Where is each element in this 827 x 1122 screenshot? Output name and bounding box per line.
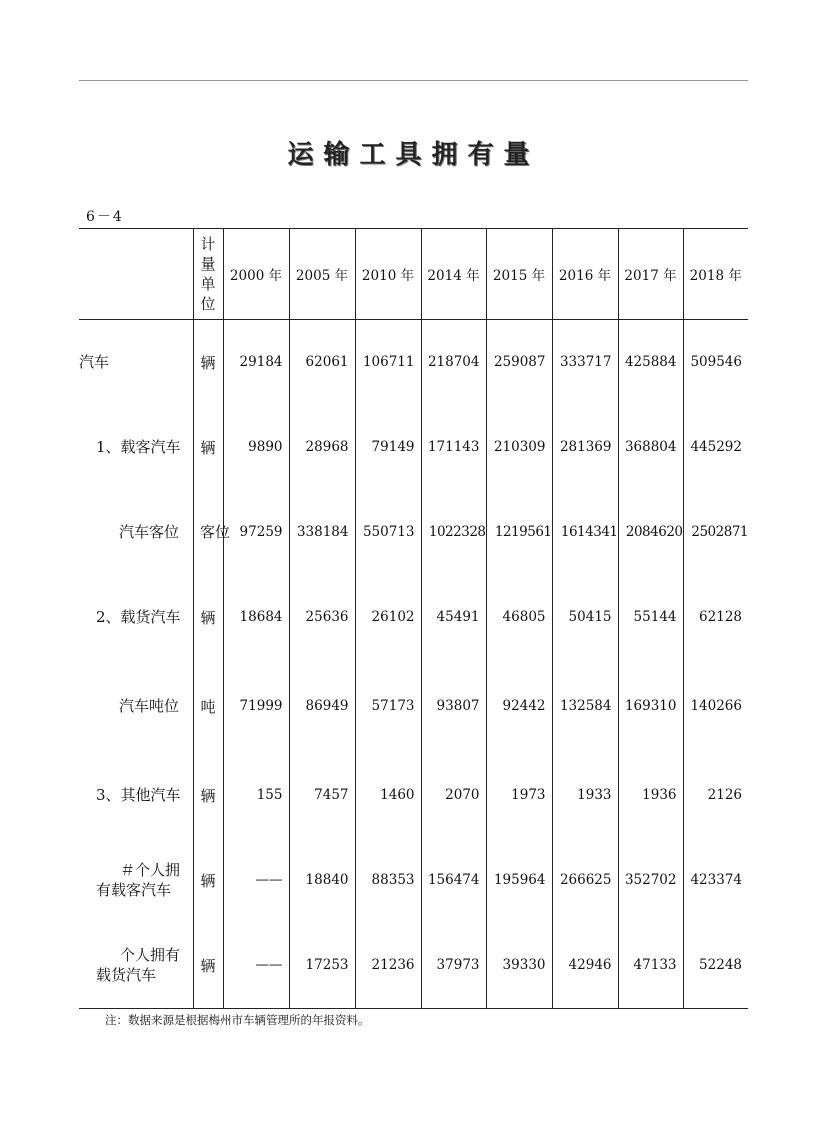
cell-value: 338184: [289, 490, 355, 575]
header-year-2018: 2018 年: [683, 229, 748, 320]
footnote: 注：数据来源是根据梅州市车辆管理所的年报资料。: [105, 1013, 370, 1027]
cell-value: 18684: [223, 575, 289, 660]
cell-value: 71999: [223, 660, 289, 753]
cell-value: 37973: [421, 923, 486, 1009]
cell-value: 42946: [552, 923, 618, 1009]
cell-value: 2070: [421, 753, 486, 838]
cell-value: 156474: [421, 838, 486, 923]
cell-value: 17253: [289, 923, 355, 1009]
cell-value: 62061: [289, 320, 355, 405]
cell-value: ——: [223, 838, 289, 923]
table-row: [79, 405, 748, 490]
cell-value: 50415: [552, 575, 618, 660]
cell-value: 1973: [486, 753, 552, 838]
cell-value: 62128: [683, 575, 748, 660]
cell-value: 46805: [486, 575, 552, 660]
header-year-2016: 2016 年: [552, 229, 618, 320]
header-year-2000: 2000 年: [223, 229, 289, 320]
cell-value: 93807: [421, 660, 486, 753]
cell-value: 425884: [618, 320, 683, 405]
cell-value: 97259: [223, 490, 289, 575]
cell-value: 25636: [289, 575, 355, 660]
cell-value: ——: [223, 923, 289, 1009]
cell-value: 259087: [486, 320, 552, 405]
cell-value: 79149: [355, 405, 421, 490]
header-blank: [79, 229, 193, 320]
cell-value: 281369: [552, 405, 618, 490]
row-unit: 辆: [193, 838, 223, 923]
cell-value: 1460: [355, 753, 421, 838]
cell-value: 2084620: [618, 490, 683, 575]
cell-value: 423374: [683, 838, 748, 923]
cell-value: 352702: [618, 838, 683, 923]
page-title: 运输工具拥有量: [287, 140, 540, 170]
row-label-other-vehicles: 3、其他汽车: [96, 786, 181, 804]
cell-value: 45491: [421, 575, 486, 660]
cell-value: 132584: [552, 660, 618, 753]
cell-value: 28968: [289, 405, 355, 490]
row-unit: 辆: [193, 575, 223, 660]
row-unit: 辆: [193, 753, 223, 838]
row-label-freight-tonnage: 汽车吨位: [119, 697, 180, 715]
cell-value: 29184: [223, 320, 289, 405]
table-row: [79, 490, 748, 575]
row-unit: 辆: [193, 405, 223, 490]
cell-value: 106711: [355, 320, 421, 405]
header-unit: 计量单位: [193, 229, 223, 320]
header-year-2017: 2017 年: [618, 229, 683, 320]
cell-value: 1936: [618, 753, 683, 838]
header-year-2005: 2005 年: [289, 229, 355, 320]
cell-value: 2126: [683, 753, 748, 838]
header-year-2015: 2015 年: [486, 229, 552, 320]
cell-value: 550713: [355, 490, 421, 575]
cell-value: 445292: [683, 405, 748, 490]
table-row: [79, 320, 748, 405]
vehicle-ownership-table: [79, 228, 748, 1009]
cell-value: 2502871: [683, 490, 748, 575]
cell-value: 26102: [355, 575, 421, 660]
cell-value: 1022328: [421, 490, 486, 575]
cell-value: 57173: [355, 660, 421, 753]
row-label-passenger-seats: 汽车客位: [119, 523, 180, 541]
cell-value: 9890: [223, 405, 289, 490]
cell-value: 155: [223, 753, 289, 838]
cell-value: 86949: [289, 660, 355, 753]
table-code: 6－4: [86, 209, 124, 225]
cell-value: 368804: [618, 405, 683, 490]
row-label-passenger-vehicles: 1、载客汽车: [96, 438, 181, 456]
cell-value: 140266: [683, 660, 748, 753]
cell-value: 92442: [486, 660, 552, 753]
cell-value: 1219561: [486, 490, 552, 575]
header-year-2010: 2010 年: [355, 229, 421, 320]
cell-value: 39330: [486, 923, 552, 1009]
cell-value: 266625: [552, 838, 618, 923]
cell-value: 21236: [355, 923, 421, 1009]
row-unit: 客位: [193, 490, 223, 575]
cell-value: 1614341: [552, 490, 618, 575]
cell-value: 7457: [289, 753, 355, 838]
row-label-vehicles: 汽车: [79, 353, 110, 372]
cell-value: 333717: [552, 320, 618, 405]
table-row: [79, 753, 748, 838]
row-label-freight-vehicles: 2、载货汽车: [96, 608, 181, 626]
row-unit: 辆: [193, 923, 223, 1009]
table-row: [79, 923, 748, 1009]
row-label-private-passenger: ＃个人拥有载客汽车: [96, 861, 181, 899]
header-year-2014: 2014 年: [421, 229, 486, 320]
cell-value: 47133: [618, 923, 683, 1009]
top-rule: [79, 80, 748, 81]
cell-value: 169310: [618, 660, 683, 753]
cell-value: 18840: [289, 838, 355, 923]
cell-value: 55144: [618, 575, 683, 660]
row-unit: 辆: [193, 320, 223, 405]
cell-value: 1933: [552, 753, 618, 838]
cell-value: 210309: [486, 405, 552, 490]
row-label-private-freight: 个人拥有载货汽车: [79, 923, 193, 1009]
cell-value: 171143: [421, 405, 486, 490]
cell-value: 218704: [421, 320, 486, 405]
cell-value: 52248: [683, 923, 748, 1009]
header-row: [79, 229, 748, 320]
table-row: [79, 838, 748, 923]
cell-value: 195964: [486, 838, 552, 923]
table-row: [79, 660, 748, 753]
cell-value: 88353: [355, 838, 421, 923]
row-unit: 吨: [193, 660, 223, 753]
table-row: [79, 575, 748, 660]
cell-value: 509546: [683, 320, 748, 405]
